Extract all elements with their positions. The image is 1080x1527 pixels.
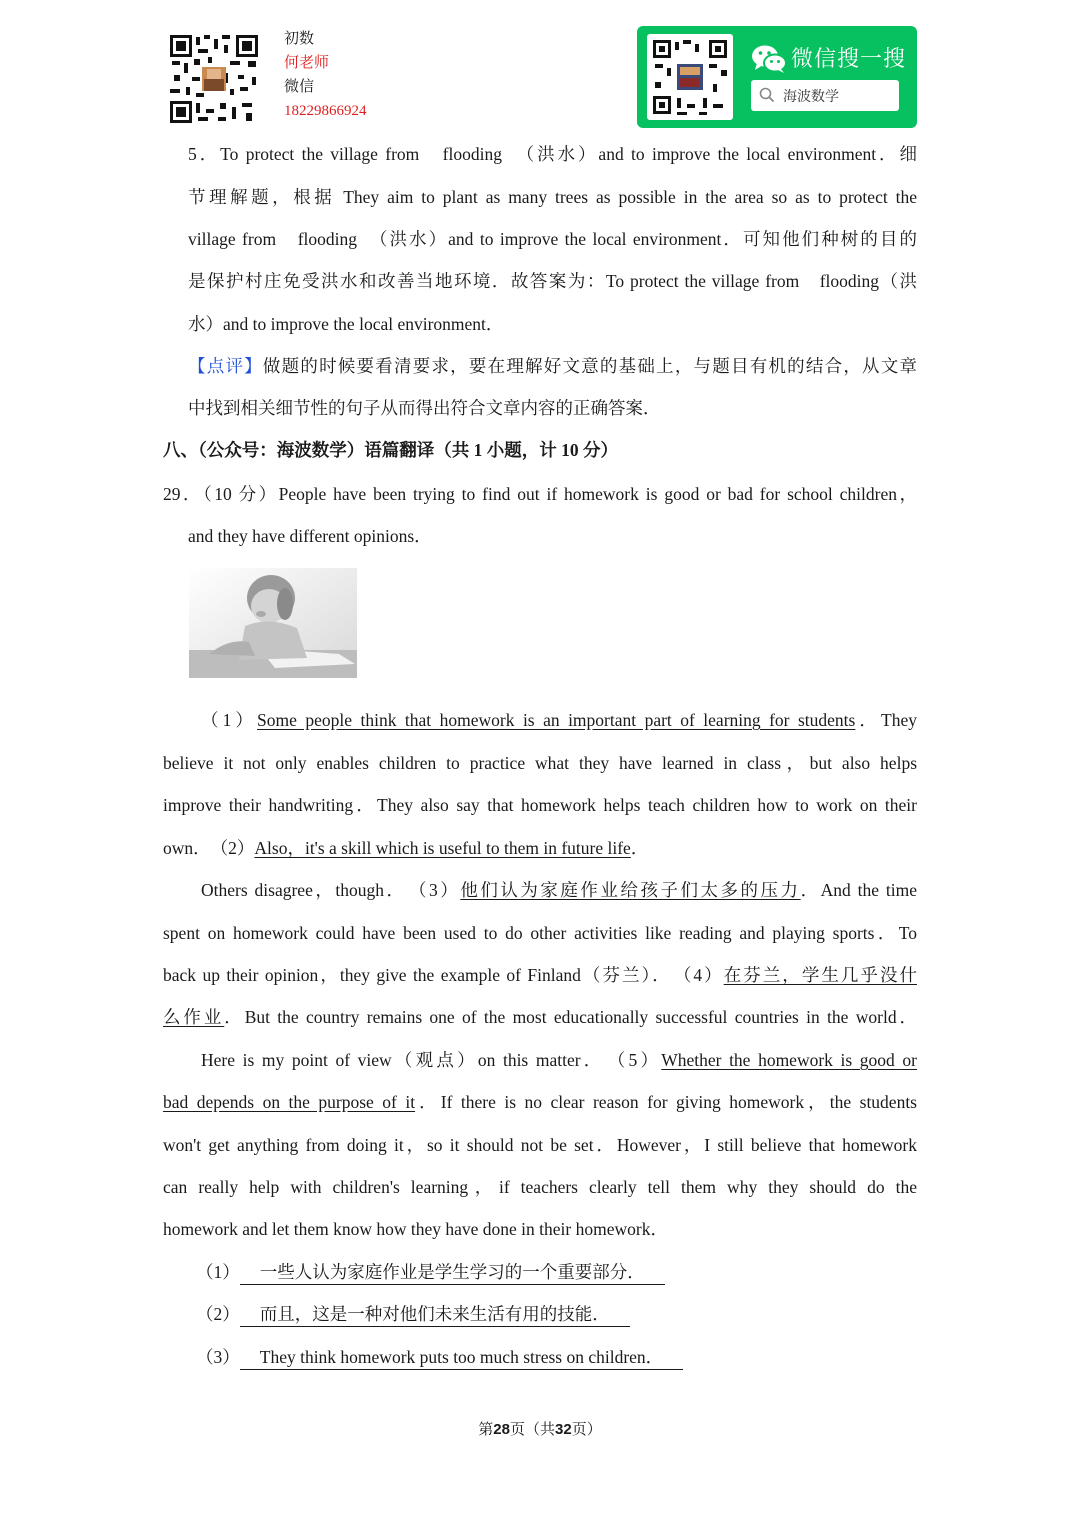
passage-sentence-5b: bad depends on the purpose of it: [163, 1092, 416, 1112]
comment-line-2: 中找到相关细节性的句子从而得出符合文章内容的正确答案．: [188, 398, 661, 418]
passage-p2-text-1a: Others disagree，though． （3）: [201, 880, 461, 900]
passage-p3-line-2: [163, 1089, 917, 1114]
comment-line-1: [188, 353, 917, 378]
footer-prefix: 第: [478, 1422, 494, 1438]
contact-line-1: 初数: [284, 31, 315, 47]
answer-row-3: [196, 1344, 683, 1370]
wechat-search-text: 海波数学: [783, 89, 839, 105]
contact-line-3: 微信: [284, 79, 315, 95]
answer-number-2: （2）: [196, 1304, 240, 1324]
wechat-search-title: 微信搜一搜: [791, 47, 907, 72]
child-homework-photo: [189, 568, 357, 678]
wechat-search-card: [637, 26, 917, 128]
answer5-line-2: 节理解题，根据 They aim to plant as many trees as possible in the area so as to protect the: [188, 187, 917, 207]
passage-sentence-3: 他们认为家庭作业给孩子们太多的压力: [460, 880, 801, 900]
wechat-logo-icon: [751, 44, 787, 74]
wechat-qr-code: [647, 34, 733, 120]
passage-sentence-1: Some people think that homework is an important part of learning for students: [257, 710, 856, 730]
passage-p1-line-1: [163, 707, 917, 732]
passage-p2-text-3a: back up their opinion，they give the example of Finland（芬兰）． （4）: [163, 965, 724, 985]
passage-p2-text-4b: ．But the country remains one of the most educationally successful countries in the world．: [224, 1007, 917, 1027]
passage-p1-line-4: [163, 835, 648, 860]
question29-line-2: and they have different opinions．: [188, 526, 432, 546]
question29-line-1: 29．（10 分）People have been trying to find out if homework is good or bad for school children，: [163, 484, 917, 504]
passage-sentence-4a: 在芬兰，学生几乎没什: [723, 965, 917, 985]
passage-p1-line-3: improve their handwriting．They also say that homework helps teach children how to work on their: [163, 795, 917, 815]
search-icon: [759, 87, 775, 103]
answer-number-1: （1）: [196, 1262, 240, 1282]
section-heading: 八、（公众号：海波数学）语篇翻译（共 1 小题，计 10 分）: [163, 440, 618, 460]
passage-p3-line-1: [201, 1047, 917, 1072]
passage-p2-line-4: [163, 1004, 917, 1029]
answer-text-2: 而且，这是一种对他们未来生活有用的技能．: [240, 1303, 630, 1327]
passage-p1-line-2: believe it not only enables children to practice what they have learned in class，but also helps: [163, 753, 917, 773]
passage-p2-line-3: [163, 962, 917, 987]
answer5-line-5: 水）and to improve the local environment．: [188, 314, 504, 334]
passage-p2-line-2: spent on homework could have been used to do other activities like reading and playing sports．To: [163, 923, 917, 943]
passage-p3-text-1a: Here is my point of view（观点）on this matter． （5）: [201, 1050, 662, 1070]
passage-p3-line-4: can really help with children's learning，if teachers clearly tell them why they should do the: [163, 1177, 917, 1197]
passage-p2-text-1b: ．And the time: [800, 880, 917, 900]
comment-text-1: 做题的时候要看清要求，要在理解好文意的基础上，与题目有机的结合，从文章: [262, 356, 918, 376]
answer-number-3: （3）: [196, 1347, 240, 1367]
wechat-search-box: [751, 80, 899, 111]
footer-suffix: 页）: [571, 1422, 602, 1438]
answer-row-1: [196, 1259, 665, 1285]
answer5-line-1: 5．To protect the village from flooding （洪水）and to improve the local environment．细: [188, 144, 917, 164]
passage-p3-text-2b: ．If there is no clear reason for giving homework，the students: [415, 1092, 917, 1112]
passage-p2-line-1: [201, 877, 917, 902]
contact-qr-code: [168, 33, 260, 125]
current-page-number: 28: [493, 1421, 510, 1438]
answer-text-1: 一些人认为家庭作业是学生学习的一个重要部分．: [240, 1261, 665, 1285]
passage-sentence-5a: Whether the homework is good or: [661, 1050, 917, 1070]
answer-row-2: [196, 1301, 630, 1327]
total-pages-number: 32: [555, 1421, 572, 1438]
answer5-line-3: village from flooding （洪水）and to improve the local environment．可知他们种树的目的: [188, 229, 917, 249]
answer5-line-4: 是保护村庄免受洪水和改善当地环境．故答案为：To protect the village from flooding（洪: [188, 271, 917, 291]
page-footer: [0, 1418, 1080, 1439]
footer-middle: 页（共: [509, 1422, 555, 1438]
passage-sentence-4b: 么作业: [163, 1007, 225, 1027]
passage-p1-text-4a: own． （2）: [163, 838, 255, 858]
teacher-name: 何老师: [284, 55, 330, 71]
comment-tag: 【点评】: [188, 356, 263, 376]
passage-p3-line-5: homework and let them know how they have done in their homework．: [163, 1219, 668, 1239]
passage-p1-text-1: ．They: [855, 710, 917, 730]
phone-number: 18229866924: [284, 103, 367, 119]
answer-text-3: They think homework puts too much stress on children．: [240, 1346, 683, 1370]
passage-sentence-2: Also，it's a skill which is useful to them in future life: [254, 838, 631, 858]
passage-p1-text-4b: ．: [630, 838, 649, 858]
passage-p3-line-3: won't get anything from doing it，so it should not be set．However，I still believe that homework: [163, 1135, 917, 1155]
marker-1: （1）: [201, 710, 258, 730]
contact-info: [284, 27, 367, 123]
